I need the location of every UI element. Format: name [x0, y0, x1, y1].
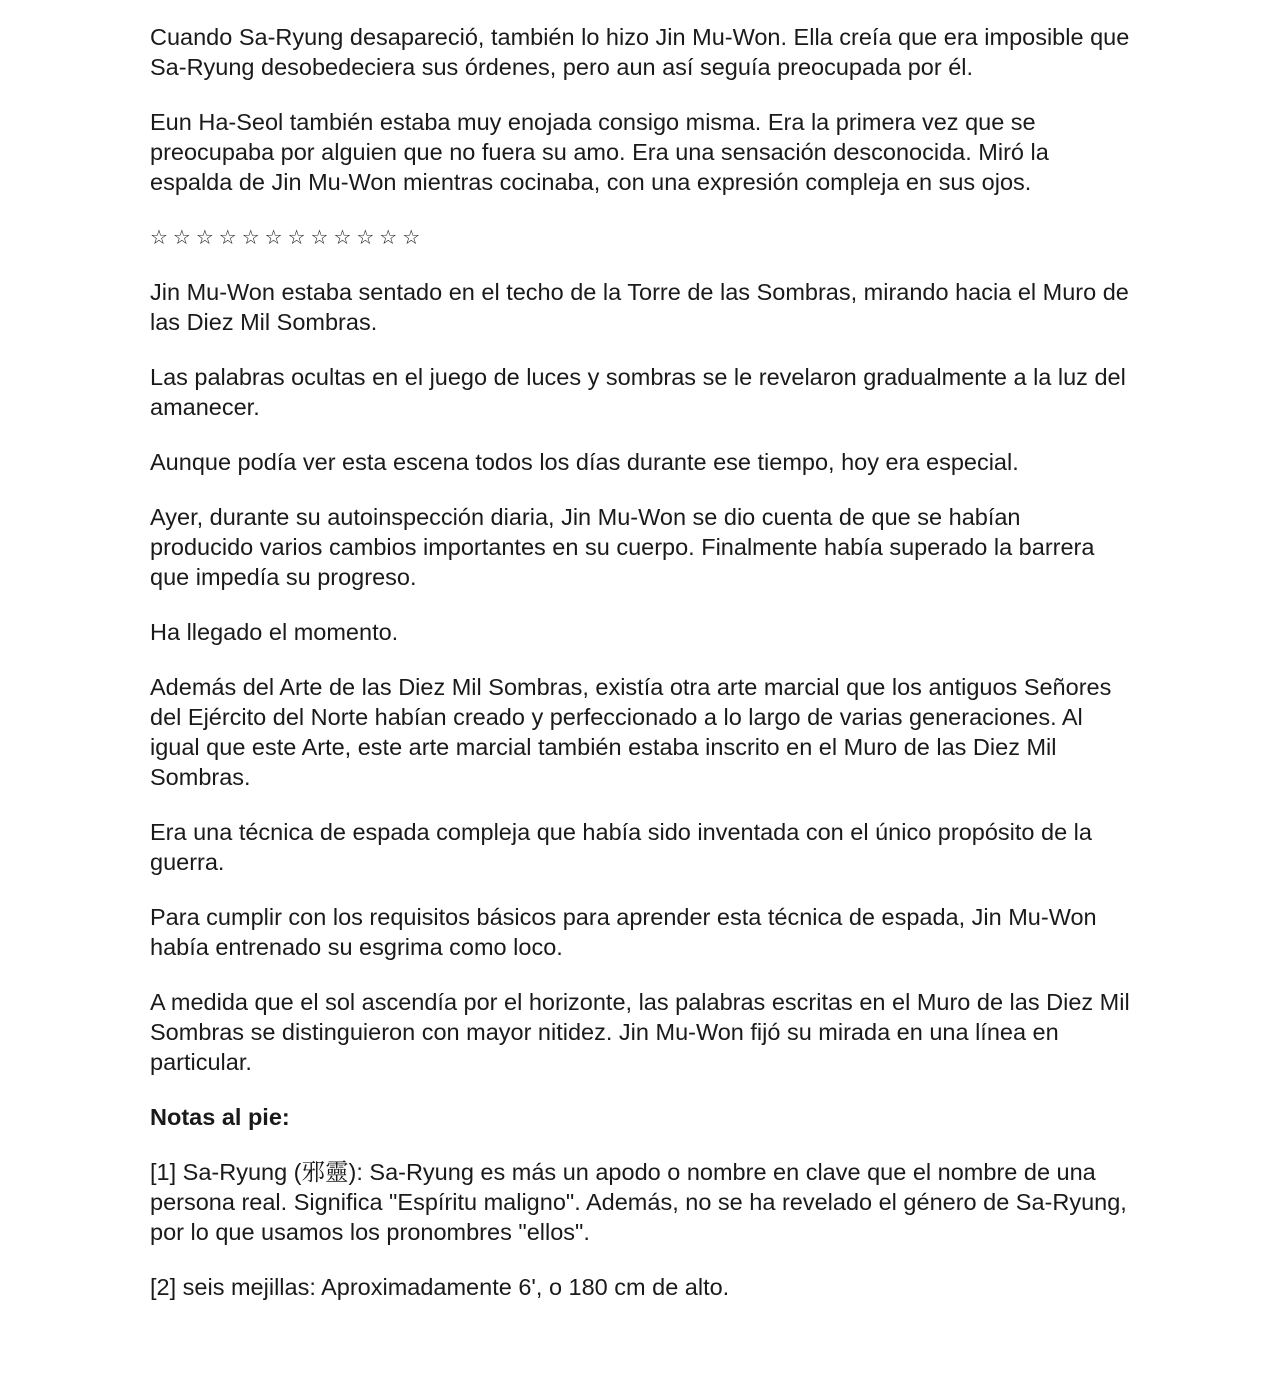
paragraph: Aunque podía ver esta escena todos los días durante ese tiempo, hoy era especial. [150, 449, 1019, 475]
paragraph: Las palabras ocultas en el juego de luces y sombras se le revelaron gradualmente a la luz del amanecer. [150, 364, 1126, 420]
paragraph: Eun Ha-Seol también estaba muy enojada consigo misma. Era la primera vez que se preocupaba por alguien que no fuera su amo. Era una sensación desconocida. Miró la espalda de Jin Mu-Won mientras cocinaba, con una expresión compleja en sus ojos. [150, 109, 1049, 195]
scene-break-stars: ☆☆☆☆☆☆☆☆☆☆☆☆ [150, 225, 426, 249]
paragraph: Era una técnica de espada compleja que había sido inventada con el único propósito de la guerra. [150, 819, 1092, 875]
paragraph: Para cumplir con los requisitos básicos para aprender esta técnica de espada, Jin Mu-Won había entrenado su esgrima como loco. [150, 904, 1097, 960]
paragraph: Ayer, durante su autoinspección diaria, Jin Mu-Won se dio cuenta de que se habían producido varios cambios importantes en su cuerpo. Finalmente había superado la barrera que impedía su progreso. [150, 504, 1095, 590]
paragraph: Ha llegado el momento. [150, 619, 399, 645]
footnote: [2] seis mejillas: Aproximadamente 6', o 180 cm de alto. [150, 1274, 730, 1300]
footnotes-heading: Notas al pie: [150, 1104, 290, 1130]
paragraph: A medida que el sol ascendía por el horizonte, las palabras escritas en el Muro de las Diez Mil Sombras se distinguieron con mayor nitidez. Jin Mu-Won fijó su mirada en una línea en particular. [150, 989, 1130, 1075]
document-page [150, 22, 1130, 1327]
footnote: [1] Sa-Ryung (邪靈): Sa-Ryung es más un apodo o nombre en clave que el nombre de una persona real. Significa "Espíritu maligno". Además, no se ha revelado el género de Sa-Ryung, por lo que usamos los pronombres "ellos". [150, 1159, 1127, 1245]
paragraph: Jin Mu-Won estaba sentado en el techo de la Torre de las Sombras, mirando hacia el Muro de las Diez Mil Sombras. [150, 279, 1129, 335]
paragraph: Además del Arte de las Diez Mil Sombras, existía otra arte marcial que los antiguos Señores del Ejército del Norte habían creado y perfeccionado a lo largo de varias generaciones. Al igual que este Arte, este arte marcial también estaba inscrito en el Muro de las Diez Mil Sombras. [150, 674, 1112, 790]
paragraph: Cuando Sa-Ryung desapareció, también lo hizo Jin Mu-Won. Ella creía que era imposible que Sa-Ryung desobedeciera sus órdenes, pero aun así seguía preocupada por él. [150, 24, 1130, 80]
